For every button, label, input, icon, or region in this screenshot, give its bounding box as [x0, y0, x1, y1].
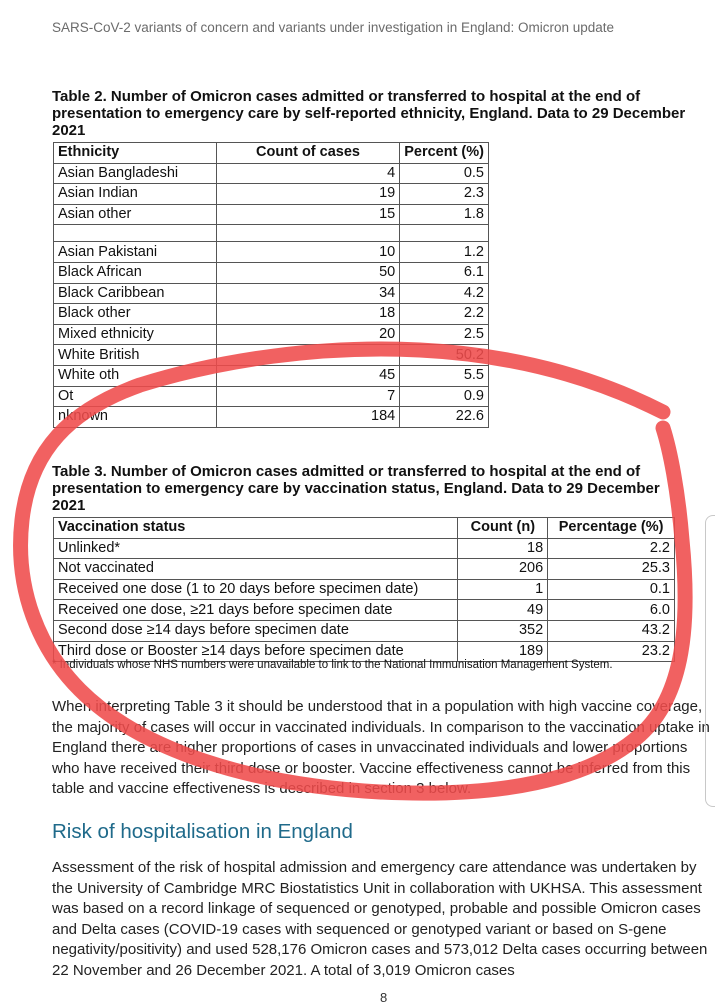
- table-row: [54, 579, 675, 600]
- status-cell: Second dose ≥14 days before specimen date: [54, 620, 458, 641]
- table-row: [54, 365, 489, 386]
- count-cell: 1: [458, 579, 548, 600]
- count-cell: 45: [216, 365, 399, 386]
- percent-cell: 1.8: [400, 204, 489, 225]
- percent-cell: 2.5: [400, 324, 489, 345]
- count-cell: 184: [216, 407, 399, 428]
- table-row: [54, 407, 489, 428]
- ethnicity-cell: nknown: [54, 407, 217, 428]
- percent-cell: 6.1: [400, 262, 489, 283]
- status-cell: Third dose or Booster ≥14 days before specimen date: [54, 641, 458, 662]
- ethnicity-cell: Black African: [54, 262, 217, 283]
- percent-cell: 4.2: [400, 283, 489, 304]
- percentage-cell: 23.2: [548, 641, 675, 662]
- table-row: [54, 386, 489, 407]
- table-row: [54, 242, 489, 263]
- status-cell: Unlinked*: [54, 538, 458, 559]
- table-row: [54, 324, 489, 345]
- running-header: SARS-CoV-2 variants of concern and variants under investigation in England: Omicron update: [52, 20, 615, 35]
- table3-footnote: * Individuals whose NHS numbers were unavailable to link to the National Immunisation Management System.: [52, 659, 613, 671]
- ethnicity-table: [53, 142, 489, 428]
- ethnicity-cell: Black Caribbean: [54, 283, 217, 304]
- ethnicity-cell: Asian Bangladeshi: [54, 163, 217, 184]
- percentage-cell: 43.2: [548, 620, 675, 641]
- percent-cell: 2.2: [400, 304, 489, 325]
- interpretation-paragraph: When interpreting Table 3 it should be understood that in a population with high vaccine coverage, the majority of cases will occur in vaccinated individuals. In comparison to the vaccination uptake in England there are higher proportions of cases in unvaccinated individuals and lower proportions who have received their third dose or booster. Vaccine effectiveness cannot be inferred from this table and vaccine effectiveness is described in section 3 below.: [52, 698, 710, 797]
- column-header-ethnicity: Ethnicity: [54, 143, 217, 164]
- table-row: [54, 620, 675, 641]
- ethnicity-cell: Mixed ethnicity: [54, 324, 217, 345]
- table-row: [54, 559, 675, 580]
- percent-cell: 0.9: [400, 386, 489, 407]
- table-row: [54, 600, 675, 621]
- table-row: [54, 262, 489, 283]
- count-cell: 189: [458, 641, 548, 662]
- status-cell: Received one dose (1 to 20 days before specimen date): [54, 579, 458, 600]
- count-cell: 18: [458, 538, 548, 559]
- ethnicity-cell: Black other: [54, 304, 217, 325]
- section-heading: Risk of hospitalisation in England: [52, 820, 353, 843]
- vaccination-table: [53, 517, 675, 662]
- column-header-percent: Percent (%): [400, 143, 489, 164]
- table-row: [54, 304, 489, 325]
- percent-cell: 5.5: [400, 365, 489, 386]
- table-row: [54, 283, 489, 304]
- column-header-vaccination-status: Vaccination status: [54, 518, 458, 539]
- percent-cell: 22.6: [400, 407, 489, 428]
- count-cell: 20: [216, 324, 399, 345]
- ethnicity-cell: Asian Pakistani: [54, 242, 217, 263]
- percentage-cell: 6.0: [548, 600, 675, 621]
- count-cell: 18: [216, 304, 399, 325]
- count-cell: 206: [458, 559, 548, 580]
- table-row: [54, 163, 489, 184]
- count-cell: 49: [458, 600, 548, 621]
- count-cell: 19: [216, 184, 399, 205]
- ethnicity-cell: Asian other: [54, 204, 217, 225]
- percentage-cell: 25.3: [548, 559, 675, 580]
- column-header-percentage: Percentage (%): [548, 518, 675, 539]
- count-cell: 4: [216, 163, 399, 184]
- ethnicity-cell: White British: [54, 345, 217, 366]
- percent-cell: 2.3: [400, 184, 489, 205]
- table-row: [54, 345, 489, 366]
- ethnicity-cell: Ot: [54, 386, 217, 407]
- percentage-cell: 2.2: [548, 538, 675, 559]
- count-cell: 50: [216, 262, 399, 283]
- table-row: [54, 204, 489, 225]
- status-cell: Not vaccinated: [54, 559, 458, 580]
- count-cell: 15: [216, 204, 399, 225]
- count-cell: [216, 345, 399, 366]
- table2-title: Table 2. Number of Omicron cases admitted or transferred to hospital at the end of presentation to emergency care by self-reported ethnicity, England. Data to 29 December 2021: [52, 88, 686, 139]
- ethnicity-cell: Asian Indian: [54, 184, 217, 205]
- assessment-paragraph: Assessment of the risk of hospital admission and emergency care attendance was undertaken by the University of Cambridge MRC Biostatistics Unit in collaboration with UKHSA. This assessment was based on a record linkage of sequenced or genotyped, probable and possible Omicron cases and Delta cases (COVID-19 cases with sequenced or genotyped variant or based on S-gene negativity/positivity) and used 528,176 Omicron cases and 573,012 Delta cases occurring between 22 November and 26 December 2021. A total of 3,019 Omicron cases: [52, 859, 708, 979]
- column-header-count: Count (n): [458, 518, 548, 539]
- table-spacer-row: [54, 225, 489, 242]
- count-cell: 10: [216, 242, 399, 263]
- column-header-count: Count of cases: [216, 143, 399, 164]
- count-cell: 352: [458, 620, 548, 641]
- page-number: 8: [380, 990, 388, 1005]
- table-row: [54, 184, 489, 205]
- count-cell: 7: [216, 386, 399, 407]
- table-row: [54, 538, 675, 559]
- scroll-edge-handle[interactable]: [705, 515, 715, 807]
- table3-title: Table 3. Number of Omicron cases admitted or transferred to hospital at the end of presentation to emergency care by vaccination status, England. Data to 29 December 2021: [52, 463, 660, 514]
- percent-cell: 1.2: [400, 242, 489, 263]
- percent-cell: 0.5: [400, 163, 489, 184]
- percentage-cell: 0.1: [548, 579, 675, 600]
- status-cell: Received one dose, ≥21 days before specimen date: [54, 600, 458, 621]
- ethnicity-cell: White oth: [54, 365, 217, 386]
- percent-cell: 50.2: [400, 345, 489, 366]
- count-cell: 34: [216, 283, 399, 304]
